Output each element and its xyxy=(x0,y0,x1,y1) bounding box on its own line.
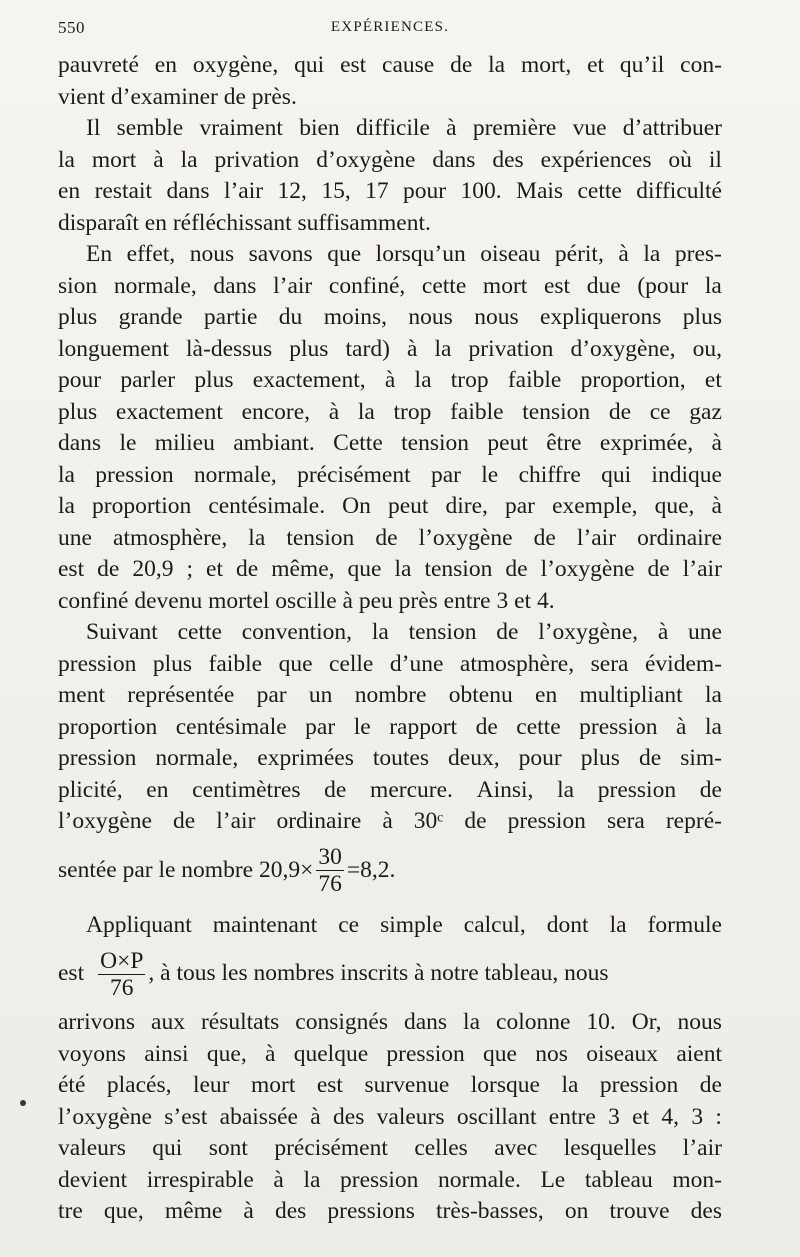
text-line: une atmosphère, la tension de l’oxygène de l’air ordinaire xyxy=(58,524,722,551)
fraction-denominator: 76 xyxy=(318,871,342,897)
formula-prefix: est xyxy=(58,960,85,987)
text-line: arrivons aux résultats consignés dans la colonne 10. Or, nous xyxy=(58,1009,722,1035)
fraction xyxy=(316,844,344,897)
text-line: longuement là-dessus plus tard) à la privation d’oxygène, ou, xyxy=(58,335,722,362)
text-line: En effet, nous savons que lorsqu’un oiseau périt, à la pres- xyxy=(86,241,722,267)
ink-spot xyxy=(20,1100,26,1106)
text-line: été placés, leur mort est survenue lorsque la pression de xyxy=(58,1072,722,1098)
text-line: confiné devenu mortel oscille à peu près entre 3 et 4. xyxy=(58,587,555,614)
formula-prefix: sentée par le nombre 20,9× xyxy=(58,856,314,883)
page-header xyxy=(58,18,722,44)
formula-suffix: =8,2. xyxy=(346,856,396,883)
text-line: proportion centésimale par le rapport de cette pression à la xyxy=(58,713,722,740)
body-text xyxy=(58,50,722,1228)
text-line: ment représentée par un nombre obtenu en multipliant la xyxy=(58,682,722,708)
text-line: plicité, en centimètres de mercure. Ainsi, la pression de xyxy=(58,776,722,803)
text-line: dans le milieu ambiant. Cette tension peut être exprimée, à xyxy=(58,430,722,456)
text-line: la mort à la privation d’oxygène dans des expériences où il xyxy=(58,146,722,173)
text-line: pauvreté en oxygène, qui est cause de la mort, et qu’il con- xyxy=(58,52,722,78)
text-line: Il semble vraiment bien difficile à première vue d’attribuer xyxy=(86,115,722,141)
text-line: pression normale, exprimées toutes deux, pour plus de sim- xyxy=(58,745,722,771)
text-line: est de 20,9 ; et de même, que la tension de l’oxygène de l’air xyxy=(58,556,722,582)
text-line: devient irrespirable à la pression normale. Le tableau mon- xyxy=(58,1166,722,1193)
text-line: plus exactement encore, à la trop faible tension de ce gaz xyxy=(58,398,722,425)
text-line: en restait dans l’air 12, 15, 17 pour 100. Mais cette difficulté xyxy=(58,178,722,204)
text-line: la proportion centésimale. On peut dire, par exemple, que, à xyxy=(58,493,722,519)
text-line: pression plus faible que celle d’une atmosphère, sera évidem- xyxy=(58,650,722,677)
text-line: disparaît en réfléchissant suffisamment. xyxy=(58,209,431,236)
fraction-denominator: 76 xyxy=(110,974,134,1001)
text-line: la pression normale, précisément par le chiffre qui indique xyxy=(58,461,722,488)
fraction-numerator: 30 xyxy=(318,844,342,870)
text-line: pour parler plus exactement, à la trop faible proportion, et xyxy=(58,367,722,393)
text-line: valeurs qui sont précisément celles avec lesquelles l’air xyxy=(58,1135,722,1161)
fraction-numerator: O×P xyxy=(100,947,144,974)
fraction xyxy=(98,948,145,1001)
formula-line xyxy=(58,941,722,1007)
text-line: sion normale, dans l’air confiné, cette mort est due (pour la xyxy=(58,272,722,299)
text-line: plus grande partie du moins, nous nous expliquerons plus xyxy=(58,304,722,330)
text-line: Appliquant maintenant ce simple calcul, dont la formule xyxy=(86,911,722,938)
text-line: l’oxygène s’est abaissée à des valeurs oscillant entre 3 et 4, 3 : xyxy=(58,1103,722,1130)
formula-line xyxy=(58,838,722,904)
text-line: l’oxygène de l’air ordinaire à 30ᶜ de pression sera repré- xyxy=(58,808,722,834)
running-head: EXPÉRIENCES. xyxy=(330,19,450,35)
page-number: 550 xyxy=(58,18,85,37)
text-line: Suivant cette convention, la tension de l’oxygène, à une xyxy=(86,619,722,645)
text-line: tre que, même à des pressions très-basses, on trouve des xyxy=(58,1198,722,1224)
text-line: vient d’examiner de près. xyxy=(58,83,297,110)
formula-suffix: , à tous les nombres inscrits à notre tableau, nous xyxy=(148,960,609,987)
text-line: voyons ainsi que, à quelque pression que nos oiseaux aient xyxy=(58,1040,722,1067)
